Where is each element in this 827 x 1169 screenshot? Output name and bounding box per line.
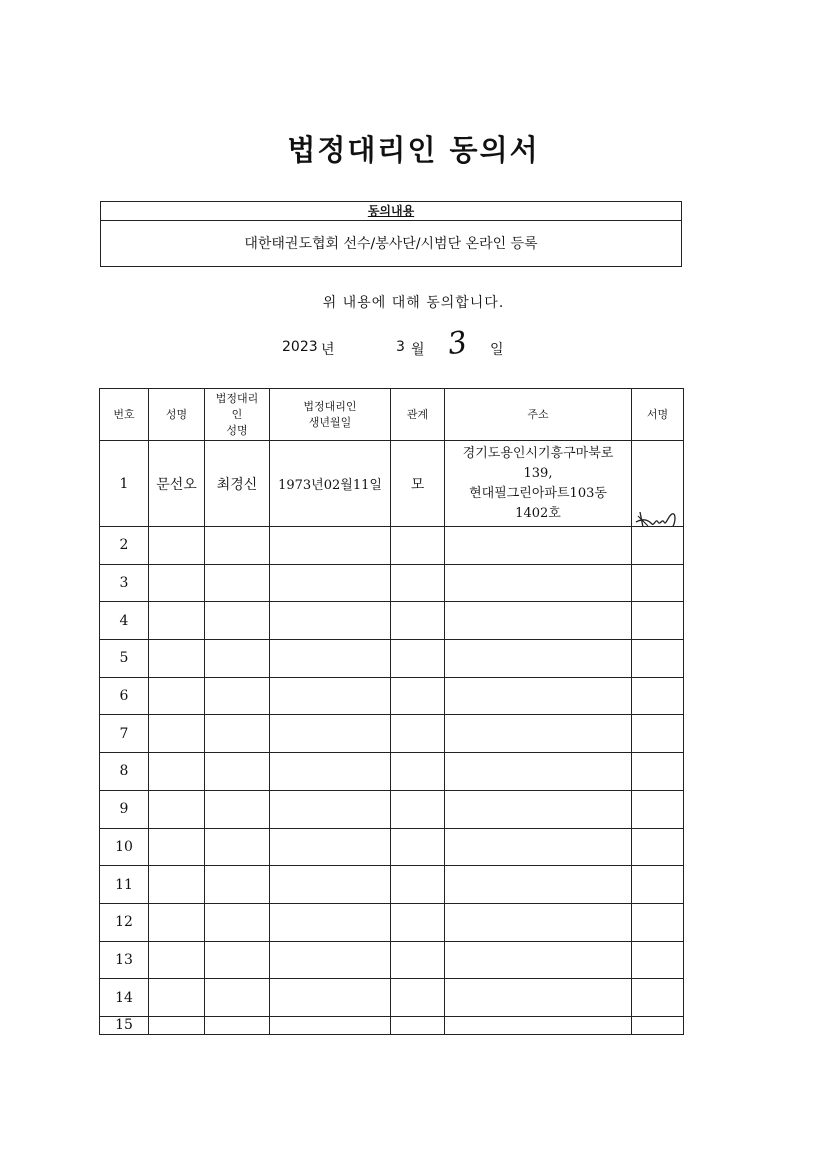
empty-cell xyxy=(445,753,632,791)
empty-cell xyxy=(391,790,445,828)
agreement-statement: 위 내용에 대해 동의합니다. xyxy=(322,295,505,311)
empty-cell xyxy=(149,828,205,866)
empty-cell xyxy=(205,866,270,904)
table-row xyxy=(100,979,684,1017)
empty-cell xyxy=(270,527,391,565)
empty-cell xyxy=(632,640,684,678)
empty-cell xyxy=(149,979,205,1017)
row-number: 13 xyxy=(100,941,149,979)
empty-cell xyxy=(270,640,391,678)
table-row xyxy=(100,903,684,941)
empty-cell xyxy=(149,527,205,565)
empty-cell xyxy=(632,903,684,941)
empty-cell xyxy=(149,866,205,904)
empty-cell xyxy=(205,602,270,640)
row-number: 8 xyxy=(100,753,149,791)
table-row xyxy=(100,866,684,904)
empty-cell xyxy=(205,715,270,753)
empty-cell xyxy=(205,979,270,1017)
empty-cell xyxy=(391,564,445,602)
table-row xyxy=(100,677,684,715)
date-month: 3 xyxy=(396,339,405,355)
empty-cell xyxy=(149,941,205,979)
date-year: 2023 xyxy=(282,339,318,355)
empty-cell xyxy=(205,527,270,565)
empty-cell xyxy=(270,677,391,715)
row-number: 1 xyxy=(100,441,149,527)
table-row xyxy=(100,441,684,527)
row-number: 14 xyxy=(100,979,149,1017)
empty-cell xyxy=(632,564,684,602)
empty-cell xyxy=(391,753,445,791)
empty-cell xyxy=(391,1016,445,1034)
header-name: 성명 xyxy=(149,389,205,441)
table-row xyxy=(100,790,684,828)
row-number: 4 xyxy=(100,602,149,640)
empty-cell xyxy=(205,753,270,791)
date-day-unit: 일 xyxy=(490,342,504,358)
empty-cell xyxy=(445,828,632,866)
table-row xyxy=(100,564,684,602)
empty-cell xyxy=(149,903,205,941)
empty-cell xyxy=(149,602,205,640)
empty-cell xyxy=(445,941,632,979)
consent-header: 동의내용 xyxy=(101,202,681,221)
signature-cell xyxy=(632,441,684,527)
table-row xyxy=(100,640,684,678)
empty-cell xyxy=(149,640,205,678)
consent-content-box xyxy=(100,201,682,267)
empty-cell xyxy=(445,677,632,715)
empty-cell xyxy=(391,715,445,753)
consent-body: 대한태권도협회 선수/봉사단/시범단 온라인 등록 xyxy=(244,236,538,252)
empty-cell xyxy=(391,602,445,640)
row-number: 3 xyxy=(100,564,149,602)
row-number: 6 xyxy=(100,677,149,715)
empty-cell xyxy=(391,828,445,866)
empty-cell xyxy=(205,828,270,866)
empty-cell xyxy=(270,941,391,979)
date-month-unit: 월 xyxy=(411,342,425,358)
empty-cell xyxy=(149,1016,205,1034)
address: 경기도용인시기흥구마북로 139, 현대필그린아파트103동 1402호 xyxy=(445,441,632,527)
empty-cell xyxy=(205,1016,270,1034)
empty-cell xyxy=(391,903,445,941)
empty-cell xyxy=(445,640,632,678)
empty-cell xyxy=(205,677,270,715)
empty-cell xyxy=(270,753,391,791)
handwritten-signature xyxy=(634,502,684,527)
table-row xyxy=(100,602,684,640)
empty-cell xyxy=(391,941,445,979)
header-signature: 서명 xyxy=(632,389,684,441)
consent-table xyxy=(99,388,684,1035)
empty-cell xyxy=(632,602,684,640)
empty-cell xyxy=(445,564,632,602)
empty-cell xyxy=(149,677,205,715)
empty-cell xyxy=(270,715,391,753)
empty-cell xyxy=(445,602,632,640)
empty-cell xyxy=(445,866,632,904)
header-relation: 관계 xyxy=(391,389,445,441)
empty-cell xyxy=(632,527,684,565)
empty-cell xyxy=(632,753,684,791)
empty-cell xyxy=(445,1016,632,1034)
empty-cell xyxy=(632,790,684,828)
empty-cell xyxy=(149,715,205,753)
empty-cell xyxy=(445,979,632,1017)
empty-cell xyxy=(205,564,270,602)
empty-cell xyxy=(270,564,391,602)
table-row xyxy=(100,527,684,565)
row-number: 5 xyxy=(100,640,149,678)
row-number: 15 xyxy=(100,1016,149,1034)
empty-cell xyxy=(632,715,684,753)
empty-cell xyxy=(632,677,684,715)
row-number: 12 xyxy=(100,903,149,941)
empty-cell xyxy=(391,979,445,1017)
header-guardian-birth: 법정대리인 생년월일 xyxy=(270,389,391,441)
guardian-birthdate: 1973년02월11일 xyxy=(270,441,391,527)
empty-cell xyxy=(632,866,684,904)
header-no: 번호 xyxy=(100,389,149,441)
empty-cell xyxy=(205,903,270,941)
row-number: 11 xyxy=(100,866,149,904)
row-number: 7 xyxy=(100,715,149,753)
empty-cell xyxy=(632,941,684,979)
empty-cell xyxy=(391,866,445,904)
header-address: 주소 xyxy=(445,389,632,441)
table-row xyxy=(100,715,684,753)
empty-cell xyxy=(445,790,632,828)
table-row xyxy=(100,941,684,979)
relation: 모 xyxy=(391,441,445,527)
empty-cell xyxy=(205,640,270,678)
empty-cell xyxy=(149,564,205,602)
document-title: 법정대리인 동의서 xyxy=(287,133,540,167)
empty-cell xyxy=(445,715,632,753)
empty-cell xyxy=(205,790,270,828)
student-name: 문선오 xyxy=(149,441,205,527)
empty-cell xyxy=(205,941,270,979)
empty-cell xyxy=(632,828,684,866)
empty-cell xyxy=(270,828,391,866)
empty-cell xyxy=(445,527,632,565)
empty-cell xyxy=(632,1016,684,1034)
empty-cell xyxy=(391,677,445,715)
empty-cell xyxy=(445,903,632,941)
row-number: 10 xyxy=(100,828,149,866)
guardian-name: 최경신 xyxy=(205,441,270,527)
row-number: 2 xyxy=(100,527,149,565)
empty-cell xyxy=(149,753,205,791)
empty-cell xyxy=(270,866,391,904)
table-row xyxy=(100,753,684,791)
empty-cell xyxy=(391,527,445,565)
header-guardian-name: 법정대리 인 성명 xyxy=(205,389,270,441)
table-row xyxy=(100,828,684,866)
row-number: 9 xyxy=(100,790,149,828)
empty-cell xyxy=(270,602,391,640)
empty-cell xyxy=(270,790,391,828)
empty-cell xyxy=(270,1016,391,1034)
empty-cell xyxy=(270,903,391,941)
table-header-row xyxy=(100,389,684,441)
empty-cell xyxy=(391,640,445,678)
empty-cell xyxy=(149,790,205,828)
empty-cell xyxy=(632,979,684,1017)
empty-cell xyxy=(270,979,391,1017)
date-year-unit: 년 xyxy=(321,342,335,358)
table-row xyxy=(100,1016,684,1034)
date-day-handwritten: 3 xyxy=(445,324,470,363)
